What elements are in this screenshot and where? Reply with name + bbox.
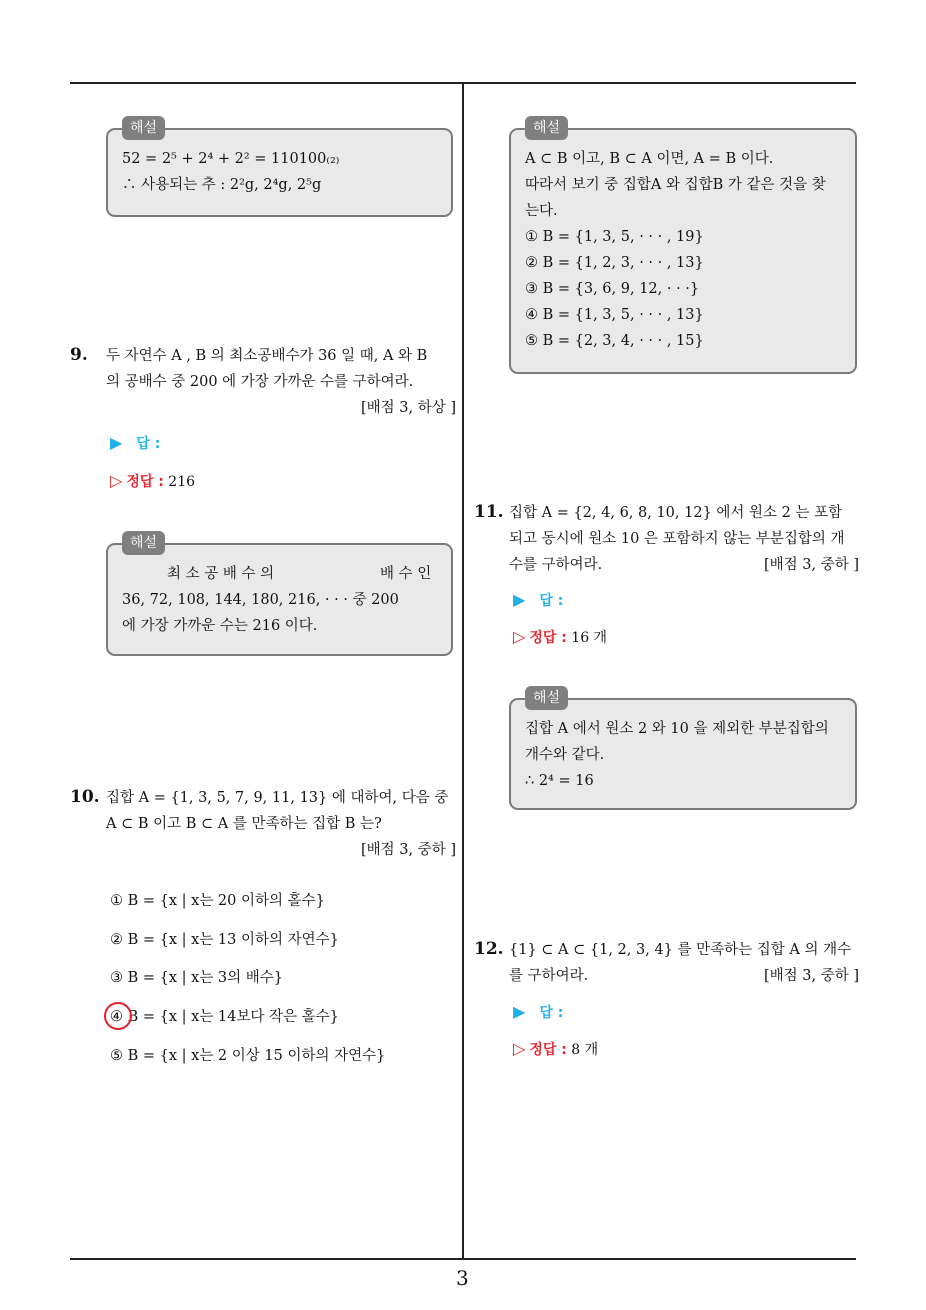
correct-value: 8 개 — [571, 1042, 599, 1058]
question-line: A ⊂ B 이고 B ⊂ A 를 만족하는 집합 B 는? — [106, 816, 382, 832]
correct-label: 정답 : — [529, 1042, 567, 1058]
answer-label-text: 답 : — [539, 1005, 564, 1021]
answer-label-text: 답 : — [539, 593, 564, 609]
correct-value: 16 개 — [571, 630, 608, 646]
solution-line: ④ B = {1, 3, 5, · · · , 13} — [525, 307, 704, 323]
solution-line: ① B = {1, 3, 5, · · · , 19} — [525, 229, 704, 245]
correct-value: 216 — [168, 474, 196, 490]
question-line: 되고 동시에 원소 10 은 포함하지 않는 부분집합의 개 — [509, 531, 845, 547]
solution-line: ⑤ B = {2, 3, 4, · · · , 15} — [525, 333, 704, 349]
solution-line: 배 수 인 — [380, 566, 432, 582]
question-line: 두 자연수 A , B 의 최소공배수가 36 일 때, A 와 B — [106, 348, 428, 364]
solution-line: 개수와 같다. — [525, 747, 605, 763]
solution-line: 최 소 공 배 수 의 — [167, 566, 275, 582]
answer-label-text: 답 : — [136, 436, 161, 452]
correct-answer-9 — [110, 471, 195, 491]
correct-label: 정답 : — [126, 474, 164, 490]
solution-line: ∴ 2⁴ = 16 — [525, 773, 594, 789]
open-play-icon: ▷ — [513, 1039, 526, 1058]
question-line: 집합 A = {1, 3, 5, 7, 9, 11, 13} 에 대하여, 다음 중 — [106, 790, 449, 806]
solution-line: 는다. — [525, 203, 558, 219]
question-line: {1} ⊂ A ⊂ {1, 2, 3, 4} 를 만족하는 집합 A 의 개수 — [509, 942, 852, 958]
score-label: [배점 3, 중하 ] — [763, 557, 859, 573]
correct-label: 정답 : — [529, 630, 567, 646]
solution-line: 집합 A 에서 원소 2 와 10 을 제외한 부분집합의 — [525, 721, 829, 737]
solution-line: 52 = 2⁵ + 2⁴ + 2² = 110100₍₂₎ — [122, 151, 340, 167]
question-11-text — [509, 500, 859, 578]
correct-answer-11 — [513, 627, 607, 647]
score-label: [배점 3, 중하 ] — [360, 842, 456, 858]
question-10-text — [106, 785, 456, 863]
selected-answer-circle — [104, 1002, 132, 1030]
option-3[interactable]: ③ B = {x | x는 3의 배수} — [110, 970, 284, 986]
open-play-icon: ▷ — [513, 627, 526, 646]
option-2[interactable]: ② B = {x | x는 13 이하의 자연수} — [110, 932, 339, 948]
question-9-text — [106, 343, 456, 421]
correct-answer-12 — [513, 1039, 598, 1059]
solution-line: ∴ 사용되는 추 : 2²g, 2⁴g, 2⁵g — [122, 177, 322, 193]
solution-tag: 해설 — [122, 531, 165, 555]
answer-label-12 — [513, 1002, 563, 1022]
question-number-12: 12. — [474, 939, 504, 959]
solution-box-9 — [106, 535, 453, 656]
play-icon: ▶ — [513, 1002, 526, 1021]
solution-tag: 해설 — [525, 116, 568, 140]
question-number-10: 10. — [70, 787, 100, 807]
question-12-text — [509, 937, 859, 989]
question-line: 를 구하여라. — [509, 968, 589, 984]
option-5[interactable]: ⑤ B = {x | x는 2 이상 15 이하의 자연수} — [110, 1048, 386, 1064]
question-line: 집합 A = {2, 4, 6, 8, 10, 12} 에서 원소 2 는 포함 — [509, 505, 843, 521]
play-icon: ▶ — [513, 590, 526, 609]
solution-line: 에 가장 가까운 수는 216 이다. — [122, 618, 318, 634]
solution-box-11 — [509, 690, 857, 810]
solution-line: A ⊂ B 이고, B ⊂ A 이면, A = B 이다. — [525, 151, 774, 167]
option-4[interactable]: ④ B = {x | x는 14보다 작은 홀수} — [110, 1009, 339, 1025]
question-number-9: 9. — [70, 345, 88, 365]
play-icon: ▶ — [110, 433, 123, 452]
question-number-11: 11. — [474, 502, 504, 522]
solution-line: ③ B = {3, 6, 9, 12, · · ·} — [525, 281, 700, 297]
solution-tag: 해설 — [122, 116, 165, 140]
answer-label-9 — [110, 433, 160, 453]
answer-label-11 — [513, 590, 563, 610]
solution-tag: 해설 — [525, 686, 568, 710]
bottom-rule — [70, 1258, 856, 1260]
score-label: [배점 3, 중하 ] — [763, 968, 859, 984]
column-divider — [462, 83, 464, 1259]
score-label: [배점 3, 하상 ] — [360, 400, 456, 416]
question-line: 수를 구하여라. — [509, 557, 603, 573]
solution-box-8 — [106, 120, 453, 217]
page-number: 3 — [456, 1266, 469, 1290]
question-line: 의 공배수 중 200 에 가장 가까운 수를 구하여라. — [106, 374, 414, 390]
open-play-icon: ▷ — [110, 471, 123, 490]
solution-line: ② B = {1, 2, 3, · · · , 13} — [525, 255, 704, 271]
solution-box-10 — [509, 120, 857, 374]
option-1[interactable]: ① B = {x | x는 20 이하의 홀수} — [110, 893, 325, 909]
solution-line: 36, 72, 108, 144, 180, 216, · · · 중 200 — [122, 592, 399, 608]
solution-line: 따라서 보기 중 집합A 와 집합B 가 같은 것을 찾 — [525, 177, 826, 193]
